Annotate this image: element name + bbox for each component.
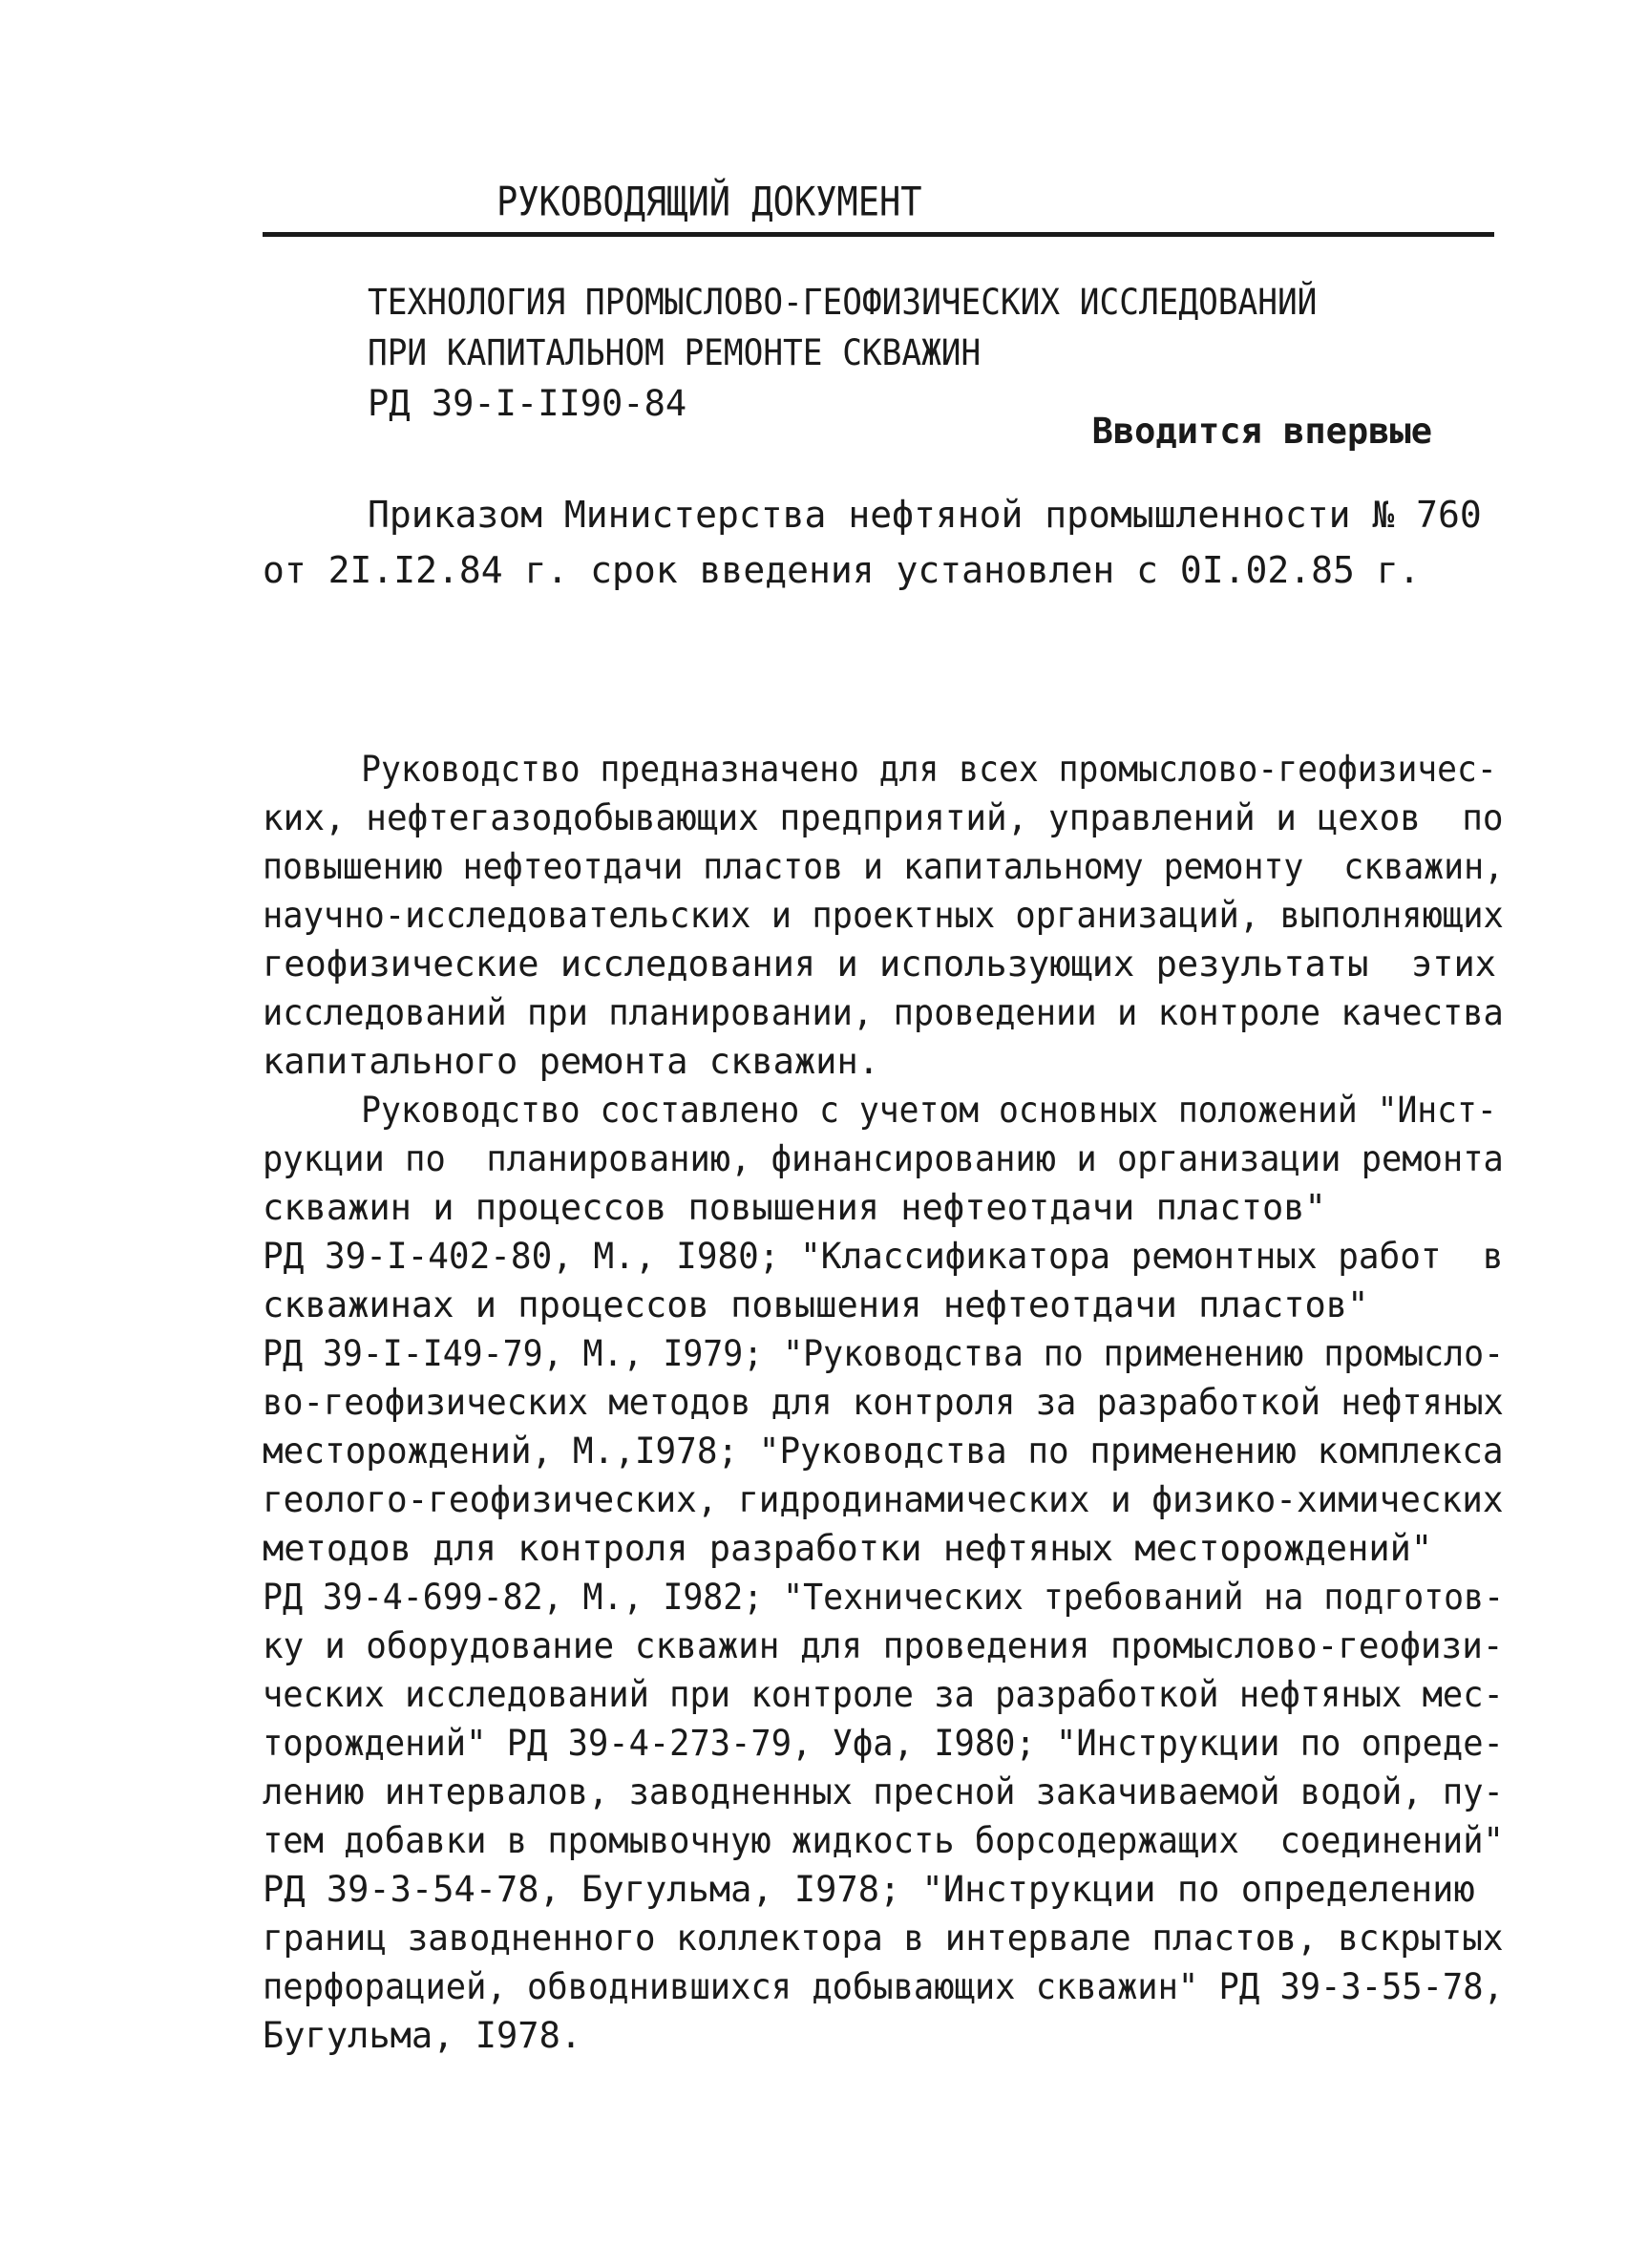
body-line: Руководство предназначено для всех промыслово-геофизичес- <box>361 749 1497 790</box>
body-line: РД 39-I-I49-79, М., I979; "Руководства по применению промысло- <box>263 1333 1505 1374</box>
body-line: во-геофизических методов для контроля за разработкой нефтяных <box>263 1382 1504 1423</box>
document-code: РД 39-I-II90-84 <box>368 383 687 424</box>
document-title <box>368 277 1388 429</box>
body-line: скважинах и процессов повышения нефтеотдачи пластов" <box>263 1284 1369 1325</box>
body-line: научно-исследовательских и проектных организаций, выполняющих <box>263 895 1504 936</box>
body-line: Руководство составлено с учетом основных положений "Инст- <box>361 1090 1497 1131</box>
body-line: РД 39-I-402-80, М., I980; "Классификатора ремонтных работ в <box>263 1236 1504 1277</box>
body-line: методов для контроля разработки нефтяных месторождений" <box>263 1528 1433 1569</box>
body-line: геофизические исследования и использующих результаты этих <box>263 943 1497 985</box>
body-text <box>263 745 1504 2060</box>
body-line: РД 39-3-54-78, Бугульма, I978; "Инструкции по определению <box>263 1869 1475 1910</box>
title-line: ПРИ КАПИТАЛЬНОМ РЕМОНТЕ СКВАЖИН <box>368 332 982 373</box>
body-line: рукции по планированию, финансированию и организации ремонта <box>263 1138 1504 1179</box>
order-line: от 2I.I2.84 г. срок введения установлен с 0I.02.85 г. <box>263 549 1421 591</box>
header-rule <box>263 232 1494 237</box>
body-line: ческих исследований при контроле за разработкой нефтяных мес- <box>263 1674 1504 1715</box>
body-line: капитального ремонта скважин. <box>263 1041 880 1082</box>
body-line: повышению нефтеотдачи пластов и капитальному ремонту скважин, <box>263 846 1505 887</box>
order-line: Приказом Министерства нефтяной промышленности № 760 <box>368 494 1482 536</box>
body-line: РД 39-4-699-82, М., I982; "Технических требований на подготов- <box>263 1577 1505 1618</box>
title-line: ТЕХНОЛОГИЯ ПРОМЫСЛОВО-ГЕОФИЗИЧЕСКИХ ИССЛЕДОВАНИЙ <box>368 282 1318 323</box>
body-line: торождений" РД 39-4-273-79, Уфа, I980; "Инструкции по опреде- <box>263 1723 1504 1764</box>
order-paragraph <box>263 487 1494 598</box>
body-line: лению интервалов, заводненных пресной закачиваемой водой, пу- <box>263 1771 1504 1812</box>
body-line: геолого-геофизических, гидродинамических и физико-химических <box>263 1479 1504 1520</box>
body-line: исследований при планировании, проведении и контроле качества <box>263 992 1504 1033</box>
document-type-heading: РУКОВОДЯЩИЙ ДОКУМЕНТ <box>496 179 922 225</box>
body-line: границ заводненного коллектора в интервале пластов, вскрытых <box>263 1918 1504 1959</box>
body-line: ких, нефтегазодобывающих предприятий, управлений и цехов по <box>263 797 1504 838</box>
body-line: скважин и процессов повышения нефтеотдачи пластов" <box>263 1187 1326 1228</box>
body-line: Бугульма, I978. <box>263 2015 582 2056</box>
body-line: месторождений, М.,I978; "Руководства по применению комплекса <box>263 1431 1504 1472</box>
body-line: перфорацией, обводнившихся добывающих скважин" РД 39-3-55-78, <box>263 1966 1504 2007</box>
body-line: ку и оборудование скважин для проведения промыслово-геофизи- <box>263 1625 1504 1666</box>
intro-note: Вводится впервые <box>1091 411 1432 452</box>
body-line: тем добавки в промывочную жидкость борсодержащих соединений" <box>263 1820 1504 1861</box>
